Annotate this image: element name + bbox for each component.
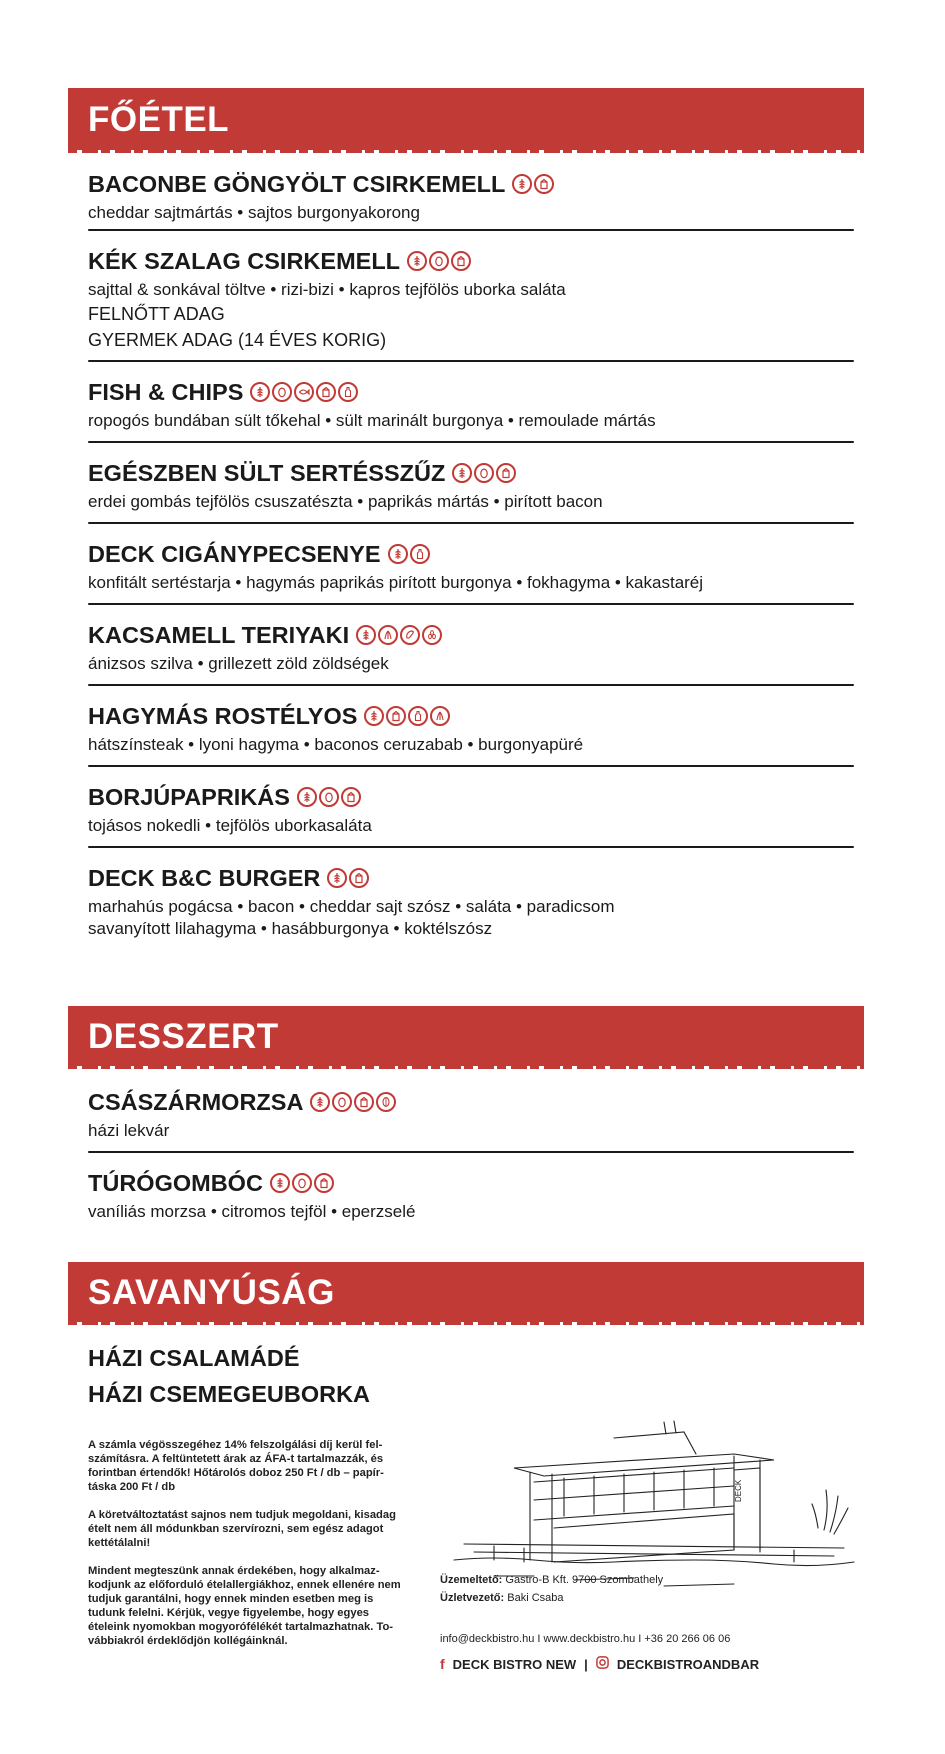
item-desc: hátszínsteak • lyoni hagyma • baconos ceruzabab • burgonyapüré [88, 735, 584, 754]
allergen-icons [452, 463, 516, 483]
item-desc: sajttal & sonkával töltve • rizi-bizi • kapros tejfölös uborka saláta [88, 280, 566, 299]
divider [88, 229, 854, 231]
operator-label: Üzemeltető: [440, 1574, 503, 1586]
footer-notes [88, 1438, 404, 1662]
fish-icon [294, 382, 314, 402]
item-name: BORJÚPAPRIKÁS [88, 784, 290, 810]
instagram-link[interactable]: DECKBISTROANDBAR [616, 1656, 760, 1672]
item-name: EGÉSZBEN SÜLT SERTÉSSZŰZ [88, 460, 446, 486]
allergen-icons [327, 868, 369, 888]
menu-item [88, 621, 858, 675]
item-desc: cheddar sajtmártás • sajtos burgonyakorong [88, 203, 420, 222]
soy-icon [400, 625, 420, 645]
item-desc-2: savanyított lilahagyma • hasábburgonya • koktélszósz [88, 919, 493, 938]
gluten-icon [364, 706, 384, 726]
item-desc: erdei gombás tejfölös csuszatészta • paprikás mártás • pirított bacon [88, 492, 603, 511]
operator-line [440, 1572, 663, 1589]
allergen-icons [310, 1092, 396, 1112]
portion-adult: FELNŐTT ADAG [88, 304, 225, 324]
sesame-icon [422, 625, 442, 645]
note-sides: A köretváltoztatást sajnos nem tudjuk megoldani, kisadag ételt nem áll módunkban szervírozni, sem egész adagot kettétálalni! [88, 1509, 396, 1549]
menu-item [88, 247, 858, 353]
gluten-icon [250, 382, 270, 402]
item-name: FISH & CHIPS [88, 379, 244, 405]
manager-line [440, 1590, 564, 1607]
item-name: BACONBE GÖNGYÖLT CSIRKEMELL [88, 171, 506, 197]
note-service-fee: A számla végösszegéhez 14% felszolgálási díj kerül fel-számításra. A feltüntetett árak az ÁFA-t tartalmazzák, és forintban értendők! Hőtárolós doboz 250 Ft / db – papír-táska 200 Ft / db [88, 1439, 384, 1493]
milk-icon [316, 382, 336, 402]
item-desc: ánizsos szilva • grillezett zöld zöldségek [88, 654, 389, 673]
item-name: KACSAMELL TERIYAKI [88, 622, 350, 648]
item-desc: tojásos nokedli • tejfölös uborkasaláta [88, 816, 372, 835]
egg-icon [319, 787, 339, 807]
gluten-icon [310, 1092, 330, 1112]
milk-icon [496, 463, 516, 483]
section-banner-foetel [68, 88, 864, 150]
divider [88, 684, 854, 686]
allergen-icons [388, 544, 430, 564]
celery-icon [378, 625, 398, 645]
menu-item [88, 378, 858, 432]
menu-item [88, 1088, 858, 1142]
egg-icon [332, 1092, 352, 1112]
separator: | [584, 1656, 588, 1672]
menu-item [88, 702, 858, 756]
milk-icon [341, 787, 361, 807]
allergen-icons [356, 625, 442, 645]
nuts-icon [376, 1092, 396, 1112]
gluten-icon [356, 625, 376, 645]
celery-icon [430, 706, 450, 726]
item-name: HAGYMÁS ROSTÉLYOS [88, 703, 358, 729]
item-name: HÁZI CSEMEGEUBORKA [88, 1381, 371, 1407]
divider [88, 522, 854, 524]
item-name: CSÁSZÁRMORZSA [88, 1089, 304, 1115]
egg-icon [292, 1173, 312, 1193]
menu-item [88, 540, 858, 594]
section-banner-savanyusag [68, 1262, 864, 1322]
note-allergy: Mindent megteszünk annak érdekében, hogy alkalmaz-kodjunk az előforduló ételallergiákhoz, ennek ellenére nem tudjuk garantálni, hogy ennek minden esetben meg is tudunk felelni. Kérjük, vegye figyelembe, hogy egyes ételeink nyomokban mogyorófélékét tartalmazhatnak. To-vábbiakról érdeklődjön kollégáinknál. [88, 1565, 401, 1647]
social-links [440, 1656, 759, 1672]
item-name: KÉK SZALAG CSIRKEMELL [88, 248, 401, 274]
milk-icon [354, 1092, 374, 1112]
manager-value: Baki Csaba [507, 1592, 564, 1604]
allergen-icons [512, 174, 554, 194]
allergen-icons [297, 787, 361, 807]
milk-icon [349, 868, 369, 888]
divider [88, 765, 854, 767]
gluten-icon [512, 174, 532, 194]
egg-icon [272, 382, 292, 402]
divider [88, 360, 854, 362]
instagram-icon [596, 1656, 609, 1672]
item-desc: vaníliás morzsa • citromos tejföl • eperzselé [88, 1202, 416, 1221]
item-desc: marhahús pogácsa • bacon • cheddar sajt szósz • saláta • paradicsom [88, 897, 615, 916]
allergen-icons [407, 251, 471, 271]
menu-item [88, 459, 858, 513]
contact-line[interactable]: info@deckbistro.hu I www.deckbistro.hu I +36 20 266 06 06 [440, 1633, 731, 1645]
gluten-icon [452, 463, 472, 483]
item-desc: konfitált sertéstarja • hagymás paprikás pirított burgonya • fokhagyma • kakastaréj [88, 573, 704, 592]
item-name: HÁZI CSALAMÁDÉ [88, 1345, 300, 1371]
mustard-icon [408, 706, 428, 726]
section-title: FŐÉTEL [88, 100, 230, 139]
item-desc: ropogós bundában sült tőkehal • sült marinált burgonya • remoulade mártás [88, 411, 656, 430]
menu-item [88, 864, 858, 940]
section-title: DESSZERT [88, 1017, 279, 1056]
menu-item [88, 783, 858, 837]
divider [88, 846, 854, 848]
milk-icon [386, 706, 406, 726]
gluten-icon [388, 544, 408, 564]
milk-icon [534, 174, 554, 194]
item-desc: házi lekvár [88, 1121, 170, 1140]
allergen-icons [364, 706, 450, 726]
mustard-icon [410, 544, 430, 564]
item-name: DECK B&C BURGER [88, 865, 321, 891]
divider [88, 1151, 854, 1153]
section-banner-desszert [68, 1006, 864, 1066]
gluten-icon [327, 868, 347, 888]
facebook-link[interactable]: DECK BISTRO NEW [452, 1656, 577, 1672]
gluten-icon [270, 1173, 290, 1193]
building-sign: DECK [734, 1479, 743, 1502]
milk-icon [314, 1173, 334, 1193]
divider [88, 441, 854, 443]
allergen-icons [270, 1173, 334, 1193]
gluten-icon [297, 787, 317, 807]
portion-child: GYERMEK ADAG (14 ÉVES KORIG) [88, 330, 387, 350]
operator-value: Gastro-B Kft. 9700 Szombathely [505, 1574, 664, 1586]
manager-label: Üzletvezető: [440, 1592, 505, 1604]
item-name: TÚRÓGOMBÓC [88, 1170, 263, 1196]
egg-icon [429, 251, 449, 271]
section-title: SAVANYÚSÁG [88, 1273, 335, 1312]
facebook-icon: f [440, 1656, 445, 1672]
egg-icon [474, 463, 494, 483]
mustard-icon [338, 382, 358, 402]
milk-icon [451, 251, 471, 271]
menu-item [88, 1169, 858, 1223]
divider [88, 603, 854, 605]
allergen-icons [250, 382, 358, 402]
gluten-icon [407, 251, 427, 271]
item-name: DECK CIGÁNYPECSENYE [88, 541, 381, 567]
menu-item [88, 170, 858, 224]
